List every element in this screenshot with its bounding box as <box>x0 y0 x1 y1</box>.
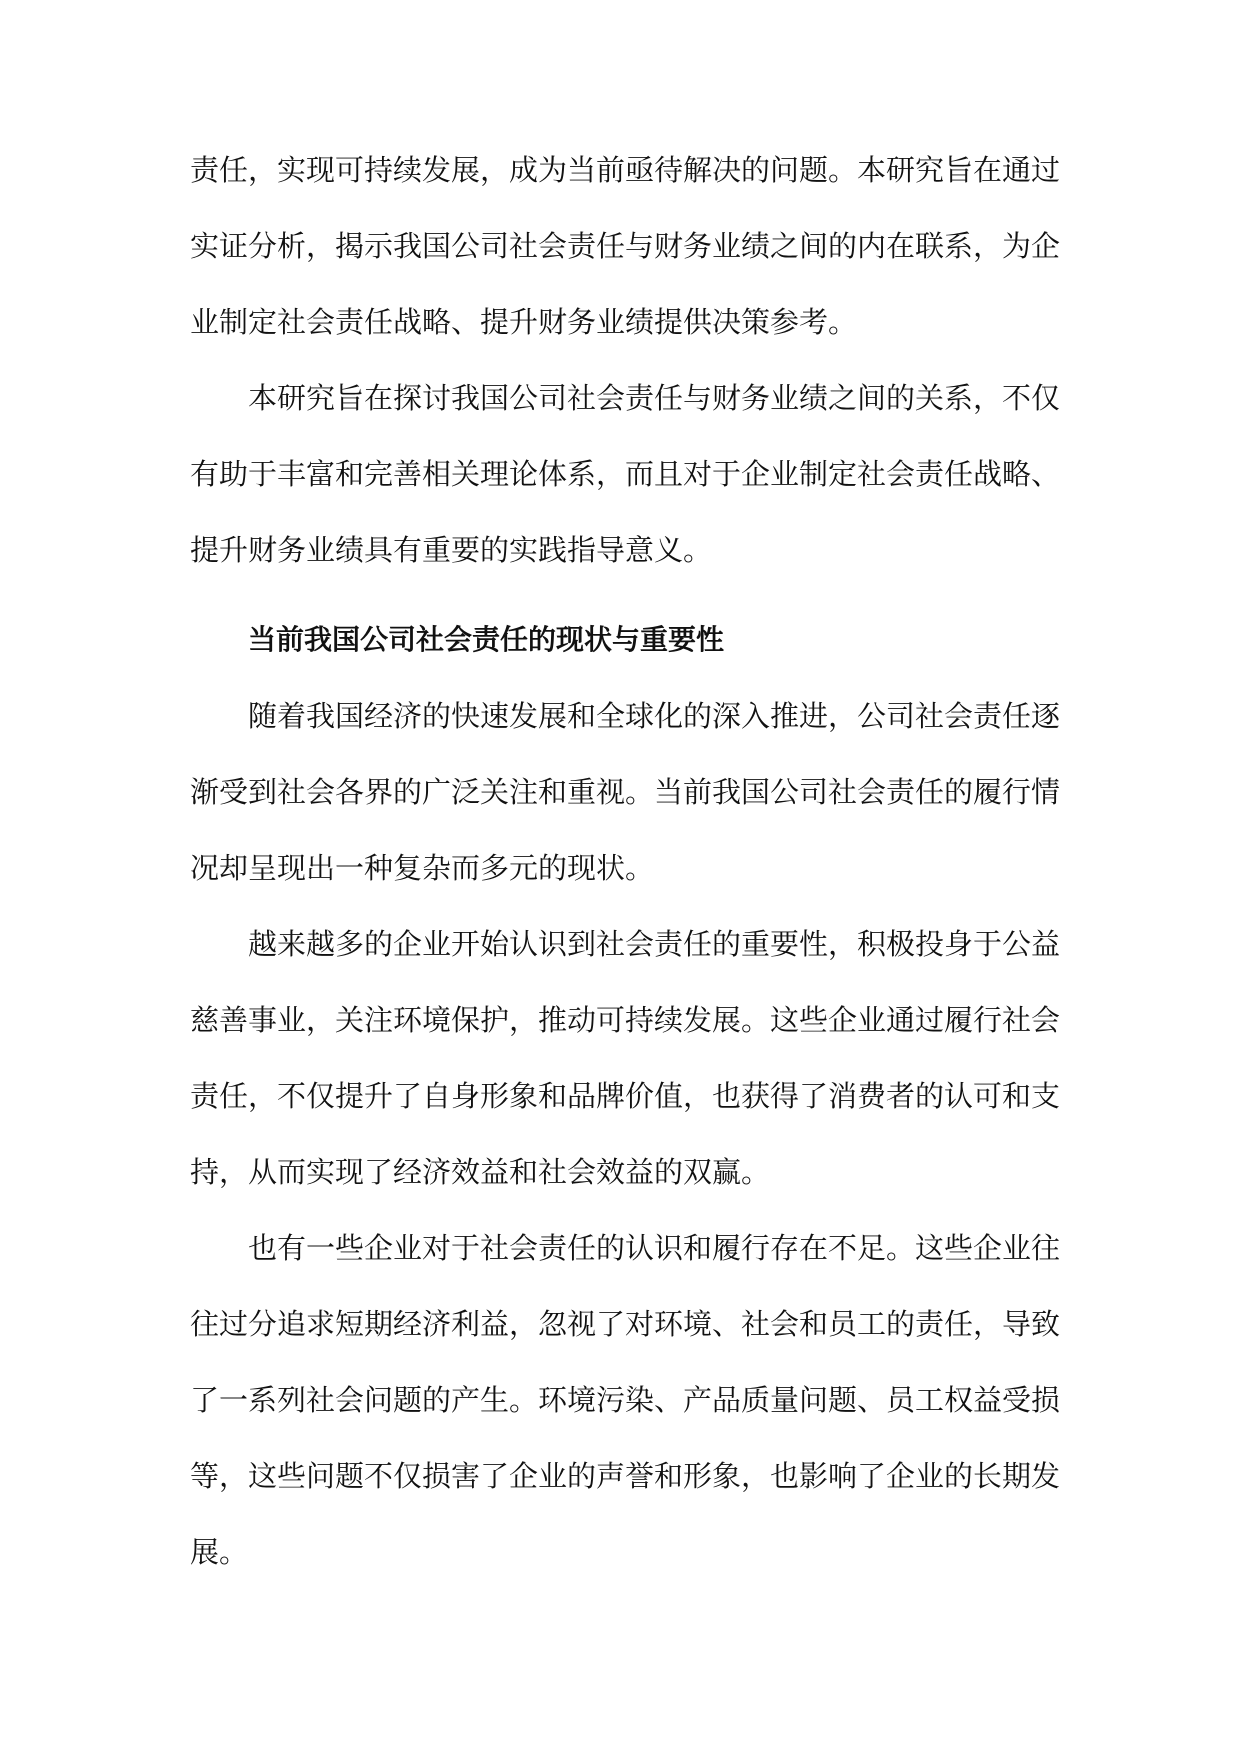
paragraph-positive-practice: 越来越多的企业开始认识到社会责任的重要性，积极投身于公益慈善事业，关注环境保护，推动可持续发展。这些企业通过履行社会责任，不仅提升了自身形象和品牌价值，也获得了消费者的认可和支持，从而实现了经济效益和社会效益的双赢。 <box>190 927 1061 1189</box>
paragraph-continued: 责任，实现可持续发展，成为当前亟待解决的问题。本研究旨在通过实证分析，揭示我国公司社会责任与财务业绩之间的内在联系，为企业制定社会责任战略、提升财务业绩提供决策参考。 <box>190 153 1061 339</box>
paragraph-research-purpose: 本研究旨在探讨我国公司社会责任与财务业绩之间的关系，不仅有助于丰富和完善相关理论体系，而且对于企业制定社会责任战略、提升财务业绩具有重要的实践指导意义。 <box>190 381 1061 567</box>
paragraph-shortcomings: 也有一些企业对于社会责任的认识和履行存在不足。这些企业往往过分追求短期经济利益，忽视了对环境、社会和员工的责任，导致了一系列社会问题的产生。环境污染、产品质量问题、员工权益受损等，这些问题不仅损害了企业的声誉和形象，也影响了企业的长期发展。 <box>190 1231 1061 1569</box>
section-heading: 当前我国公司社会责任的现状与重要性 <box>248 623 725 656</box>
document-body <box>190 132 1060 1590</box>
paragraph-current-status: 随着我国经济的快速发展和全球化的深入推进，公司社会责任逐渐受到社会各界的广泛关注和重视。当前我国公司社会责任的履行情况却呈现出一种复杂而多元的现状。 <box>190 699 1061 885</box>
